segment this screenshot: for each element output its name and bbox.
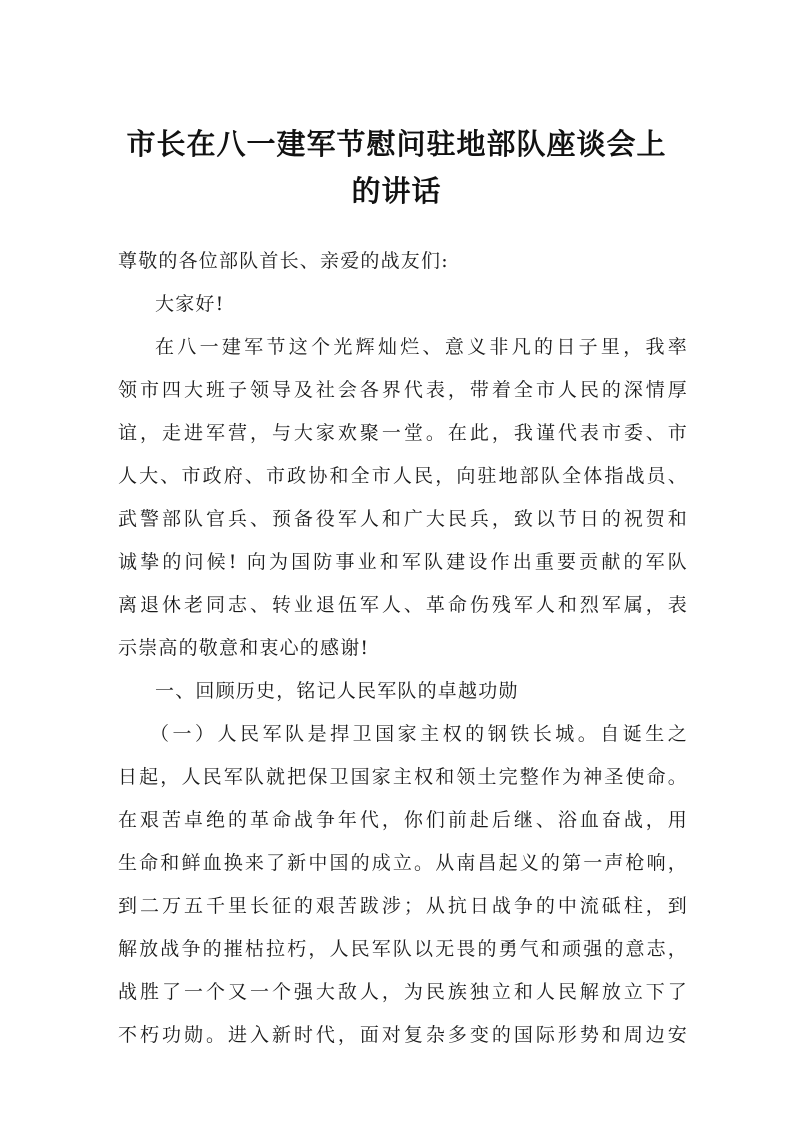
paragraph-line: 武警部队官兵、预备役军人和广大民兵，致以节日的祝贺和 <box>118 508 688 530</box>
paragraph-line: 人大、市政府、市政协和全市人民，向驻地部队全体指战员、 <box>118 465 688 487</box>
document-title-line-1: 市长在八一建军节慰问驻地部队座谈会上 <box>126 127 667 161</box>
paragraph-line: 在八一建军节这个光辉灿烂、意义非凡的日子里，我率 <box>155 336 688 358</box>
paragraph-line: 诚挚的问候! 向为国防事业和军队建设作出重要贡献的军队 <box>118 551 688 573</box>
paragraph-line: 离退休老同志、转业退伍军人、革命伤残军人和烈军属，表 <box>118 594 688 616</box>
paragraph-line: 解放战争的摧枯拉朽，人民军队以无畏的勇气和顽强的意志， <box>118 938 688 960</box>
document-title-line-2: 的讲话 <box>351 174 442 208</box>
section-heading: 一、回顾历史，铭记人民军队的卓越功勋 <box>155 680 519 702</box>
paragraph-line: 在艰苦卓绝的革命战争年代，你们前赴后继、浴血奋战，用 <box>118 809 688 831</box>
paragraph-line: 不朽功勋。进入新时代，面对复杂多变的国际形势和周边安 <box>118 1024 688 1046</box>
salutation: 尊敬的各位部队首长、亲爱的战友们: <box>118 250 449 272</box>
paragraph-line: 领市四大班子领导及社会各界代表，带着全市人民的深情厚 <box>118 379 688 401</box>
paragraph-line: 到二万五千里长征的艰苦跋涉；从抗日战争的中流砥柱，到 <box>118 895 688 917</box>
paragraph-line: 日起，人民军队就把保卫国家主权和领土完整作为神圣使命。 <box>118 766 688 788</box>
paragraph-line: （一）人民军队是捍卫国家主权的钢铁长城。自诞生之 <box>150 723 688 745</box>
paragraph-line: 生命和鲜血换来了新中国的成立。从南昌起义的第一声枪响， <box>118 852 688 874</box>
greeting: 大家好! <box>155 293 225 315</box>
paragraph-line: 战胜了一个又一个强大敌人，为民族独立和人民解放立下了 <box>118 981 688 1003</box>
paragraph-line: 谊，走进军营，与大家欢聚一堂。在此，我谨代表市委、市 <box>118 422 688 444</box>
paragraph-line: 示崇高的敬意和衷心的感谢! <box>118 637 370 659</box>
